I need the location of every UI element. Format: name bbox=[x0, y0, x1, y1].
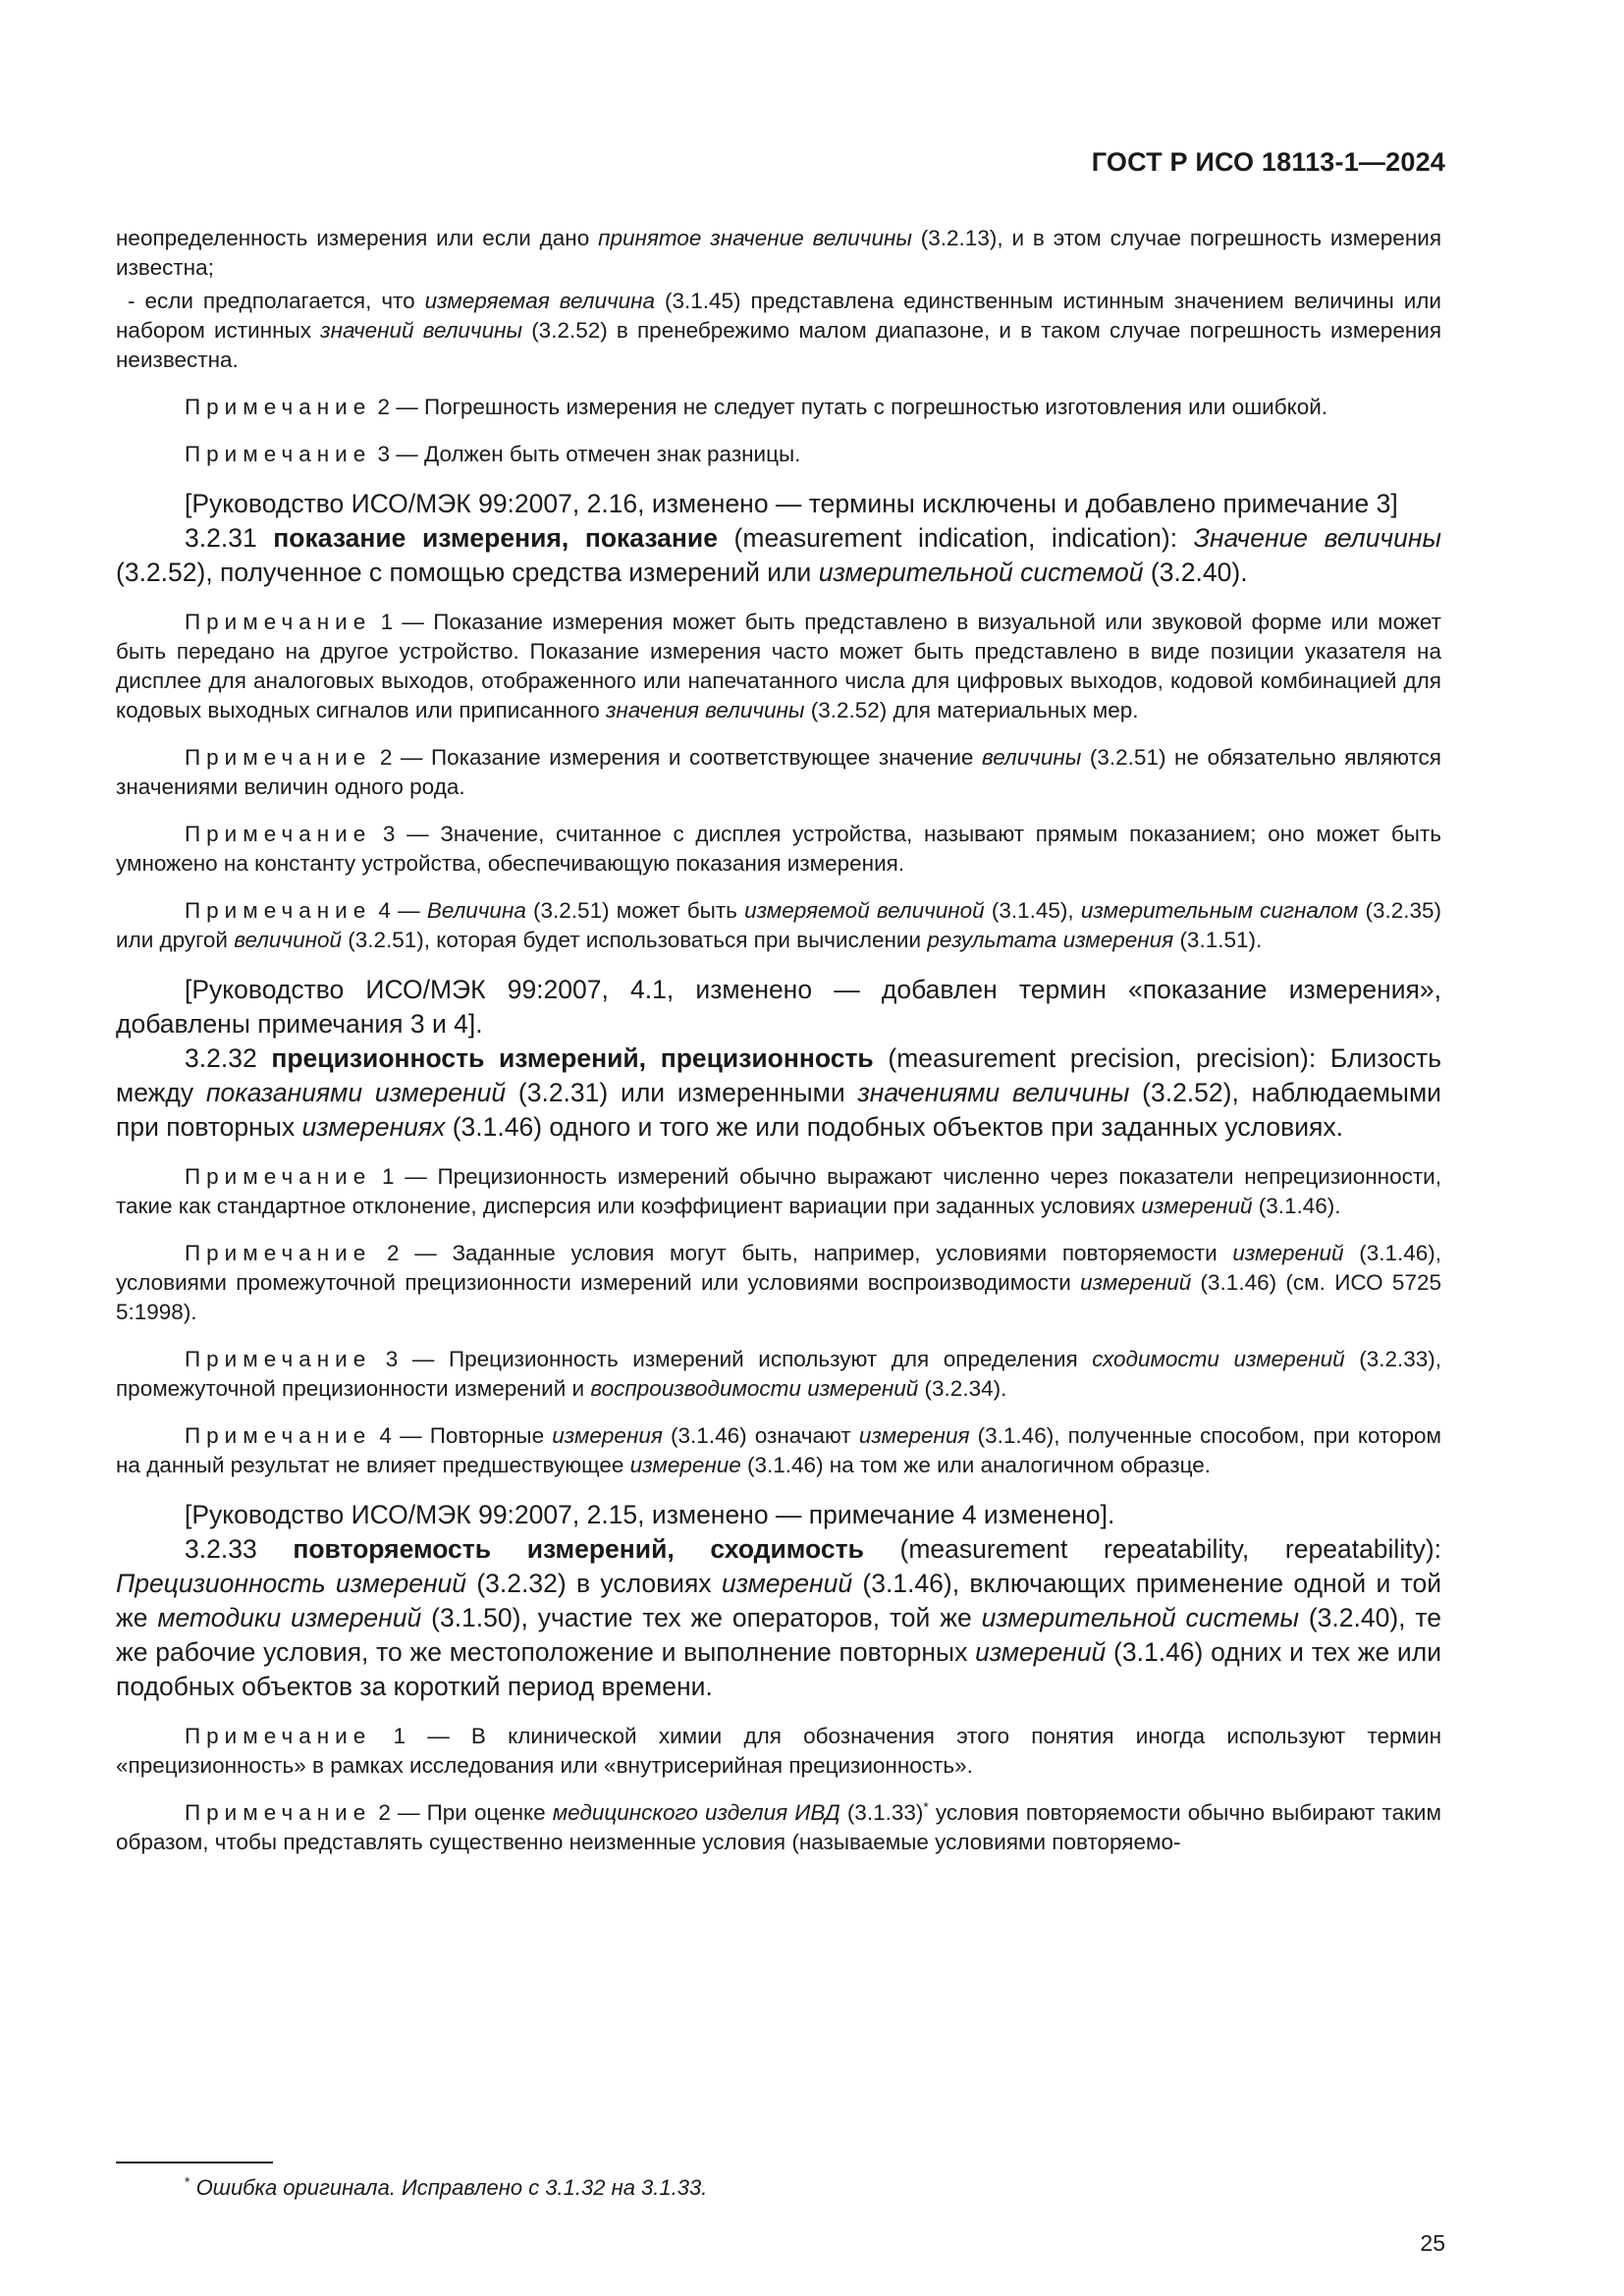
note: Примечание 4 — Повторные измерения (3.1.46) означают измерения (3.1.46), полученные способом, при котором на данный результат не влияет предшествующее измерение (3.1.46) на том же или аналогичном образце. bbox=[116, 1423, 1441, 1477]
source-reference: [Руководство ИСО/МЭК 99:2007, 4.1, изменено — добавлен термин «показание измерения», добавлены примечания 3 и 4]. bbox=[116, 975, 1441, 1039]
note: Примечание 2 — Заданные условия могут быть, например, условиями повторяемости измерений (3.1.46), условиями промежуточной прецизионности измерений или условиями воспроизводимости измерений (3.1.46) (см. ИСО 5725 5:1998). bbox=[116, 1241, 1442, 1324]
list-item: - если предполагается, что измеряемая величина (3.1.45) представлена единственным истинным значением величины или набором истинных значений величины (3.2.52) в пренебрежимо малом диапазоне, и в таком случае погрешность измерения неизвестна. bbox=[116, 289, 1442, 372]
footnote-mark: * bbox=[185, 2173, 190, 2190]
note: Примечание 3 — Должен быть отмечен знак разницы. bbox=[185, 442, 801, 466]
note: Примечание 3 — Прецизионность измерений используют для определения сходимости измерений (3.2.33), промежуточной прецизионности измерений и воспроизводимости измерений (3.2.34). bbox=[116, 1347, 1441, 1401]
note: Примечание 3 — Значение, считанное с дисплея устройства, называют прямым показанием; оно может быть умножено на константу устройства, обеспечивающую показания измерения. bbox=[116, 822, 1441, 876]
paragraph-continuation: неопределенность измерения или если дано принятое значение величины (3.2.13), и в этом случае погрешность измерения известна; bbox=[116, 226, 1441, 280]
source-reference: [Руководство ИСО/МЭК 99:2007, 2.15, изменено — примечание 4 изменено]. bbox=[185, 1500, 1115, 1529]
document-header: ГОСТ Р ИСО 18113-1—2024 bbox=[1091, 147, 1445, 177]
note: Примечание 2 — Погрешность измерения не следует путать с погрешностью изготовления или ошибкой. bbox=[185, 395, 1328, 419]
term-definition: 3.2.32 прецизионность измерений, прецизионность (measurement precision, precision): Близость между показаниями измерений (3.2.31) или измеренными значениями величины (3.2.52), наблюдаемыми при повторных измерениях (3.1.46) одного и того же или подобных объектов при заданных условиях. bbox=[116, 1043, 1441, 1142]
footnote bbox=[185, 2175, 707, 2201]
source-reference: [Руководство ИСО/МЭК 99:2007, 2.16, изменено — термины исключены и добавлено примечание 3] bbox=[185, 489, 1398, 518]
term-definition: 3.2.31 показание измерения, показание (measurement indication, indication): Значение величины (3.2.52), полученное с помощью средства измерений или измерительной системой (3.2.40). bbox=[116, 523, 1441, 587]
footnote-marker: * bbox=[923, 1798, 929, 1815]
footnote-separator bbox=[116, 2162, 273, 2163]
note: Примечание 2 — При оценке медицинского изделия ИВД (3.1.33)* условия повторяемости обычно выбирают таким образом, чтобы представлять существенно неизменные условия (называемые условиями повторяемо- bbox=[116, 1798, 1441, 1854]
note: Примечание 2 — Показание измерения и соответствующее значение величины (3.2.51) не обязательно являются значениями величин одного рода. bbox=[116, 745, 1441, 799]
page-number: 25 bbox=[1420, 2230, 1445, 2256]
footnote-text: Ошибка оригинала. Исправлено с 3.1.32 на 3.1.33. bbox=[189, 2175, 708, 2200]
note: Примечание 1 — В клинической химии для обозначения этого понятия иногда используют термин «прецизионность» в рамках исследования или «внутрисерийная прецизионность». bbox=[116, 1724, 1441, 1778]
note: Примечание 4 — Величина (3.2.51) может быть измеряемой величиной (3.1.45), измерительным сигналом (3.2.35) или другой величиной (3.2.51), которая будет использоваться при вычислении результата измерения (3.1.51). bbox=[116, 898, 1441, 952]
page-content bbox=[116, 224, 1441, 1857]
note: Примечание 1 — Показание измерения может быть представлено в визуальной или звуковой форме или может быть передано на другое устройство. Показание измерения часто может быть представлено в виде позиции указателя на дисплее для аналоговых выходов, отображенного или напечатанного числа для цифровых выходов, кодовой комбинацией для кодовых выходных сигналов или приписанного значения величины (3.2.52) для материальных мер. bbox=[116, 610, 1441, 722]
term-definition: 3.2.33 повторяемость измерений, сходимость (measurement repeatability, repeatability): Прецизионность измерений (3.2.32) в условиях измерений (3.1.46), включающих применение одной и той же методики измерений (3.1.50), участие тех же операторов, той же измерительной системы (3.2.40), те же рабочие условия, то же местоположение и выполнение повторных измерений (3.1.46) одних и тех же или подобных объектов за короткий период времени. bbox=[116, 1534, 1442, 1701]
note: Примечание 1 — Прецизионность измерений обычно выражают численно через показатели непрецизионности, такие как стандартное отклонение, дисперсия или коэффициент вариации при заданных условиях измерений (3.1.46). bbox=[116, 1164, 1441, 1218]
